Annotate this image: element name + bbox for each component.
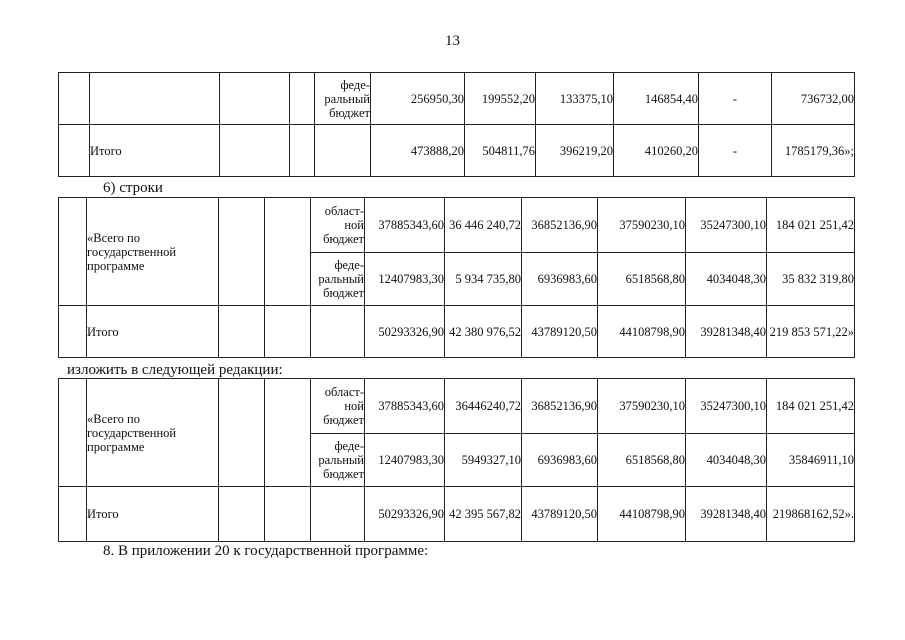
value-cell: 199552,20	[465, 73, 536, 125]
value-cell: 39281348,40	[686, 306, 767, 358]
row-label: Итого	[90, 125, 220, 177]
value-cell: 50293326,90	[365, 487, 445, 542]
value-cell: 4034048,30	[686, 253, 767, 306]
table-continuation	[58, 72, 855, 177]
value-cell: 5 934 735,80	[445, 253, 522, 306]
value-cell: 5949327,10	[445, 434, 522, 487]
value-cell: 146854,40	[614, 73, 699, 125]
row-label: «Всего по государственной программе	[87, 198, 219, 306]
total-cell: 184 021 251,42	[767, 379, 855, 434]
value-cell: 39281348,40	[686, 487, 767, 542]
budget-type-cell	[315, 125, 371, 177]
table-row	[59, 198, 855, 253]
total-cell: 736732,00	[772, 73, 855, 125]
value-cell: -	[699, 125, 772, 177]
value-cell: 43789120,50	[522, 487, 598, 542]
value-cell: 36 446 240,72	[445, 198, 522, 253]
value-cell: 42 395 567,82	[445, 487, 522, 542]
caption-new-edition: изложить в следующей редакции:	[67, 362, 283, 378]
value-cell: -	[699, 73, 772, 125]
value-cell: 396219,20	[536, 125, 614, 177]
caption-lines-b: 6) строки	[103, 180, 163, 196]
budget-type-cell: феде- ральный бюджет	[311, 253, 365, 306]
budget-type-cell	[311, 306, 365, 358]
budget-type-cell: област- ной бюджет	[311, 379, 365, 434]
footer-paragraph: 8. В приложении 20 к государственной программе:	[103, 543, 429, 559]
table-new-rows	[58, 378, 855, 542]
row-label: Итого	[87, 306, 219, 358]
table-old-rows	[58, 197, 855, 358]
value-cell: 6936983,60	[522, 434, 598, 487]
value-cell: 37885343,60	[365, 379, 445, 434]
value-cell: 473888,20	[371, 125, 465, 177]
row-label	[90, 73, 220, 125]
budget-type-cell: феде- ральный бюджет	[315, 73, 371, 125]
value-cell: 256950,30	[371, 73, 465, 125]
value-cell: 42 380 976,52	[445, 306, 522, 358]
value-cell: 44108798,90	[598, 306, 686, 358]
value-cell: 35247300,10	[686, 379, 767, 434]
value-cell: 50293326,90	[365, 306, 445, 358]
value-cell: 37590230,10	[598, 379, 686, 434]
total-cell: 35846911,10	[767, 434, 855, 487]
value-cell: 12407983,30	[365, 253, 445, 306]
total-cell: 219 853 571,22»	[767, 306, 855, 358]
value-cell: 4034048,30	[686, 434, 767, 487]
value-cell: 37590230,10	[598, 198, 686, 253]
row-label: «Всего по государственной программе	[87, 379, 219, 487]
value-cell: 504811,76	[465, 125, 536, 177]
value-cell: 36446240,72	[445, 379, 522, 434]
table-row	[59, 125, 855, 177]
total-cell: 1785179,36»;	[772, 125, 855, 177]
budget-type-cell: феде- ральный бюджет	[311, 434, 365, 487]
total-cell: 35 832 319,80	[767, 253, 855, 306]
row-label: Итого	[87, 487, 219, 542]
value-cell: 35247300,10	[686, 198, 767, 253]
total-cell: 184 021 251,42	[767, 198, 855, 253]
budget-type-cell	[311, 487, 365, 542]
table-row	[59, 487, 855, 542]
table-row	[59, 306, 855, 358]
table-row	[59, 73, 855, 125]
value-cell: 133375,10	[536, 73, 614, 125]
value-cell: 36852136,90	[522, 198, 598, 253]
value-cell: 6936983,60	[522, 253, 598, 306]
value-cell: 6518568,80	[598, 434, 686, 487]
value-cell: 410260,20	[614, 125, 699, 177]
table-row	[59, 379, 855, 434]
value-cell: 44108798,90	[598, 487, 686, 542]
value-cell: 12407983,30	[365, 434, 445, 487]
total-cell: 219868162,52».	[767, 487, 855, 542]
page-number: 13	[445, 33, 460, 49]
value-cell: 6518568,80	[598, 253, 686, 306]
value-cell: 43789120,50	[522, 306, 598, 358]
value-cell: 36852136,90	[522, 379, 598, 434]
budget-type-cell: област- ной бюджет	[311, 198, 365, 253]
value-cell: 37885343,60	[365, 198, 445, 253]
